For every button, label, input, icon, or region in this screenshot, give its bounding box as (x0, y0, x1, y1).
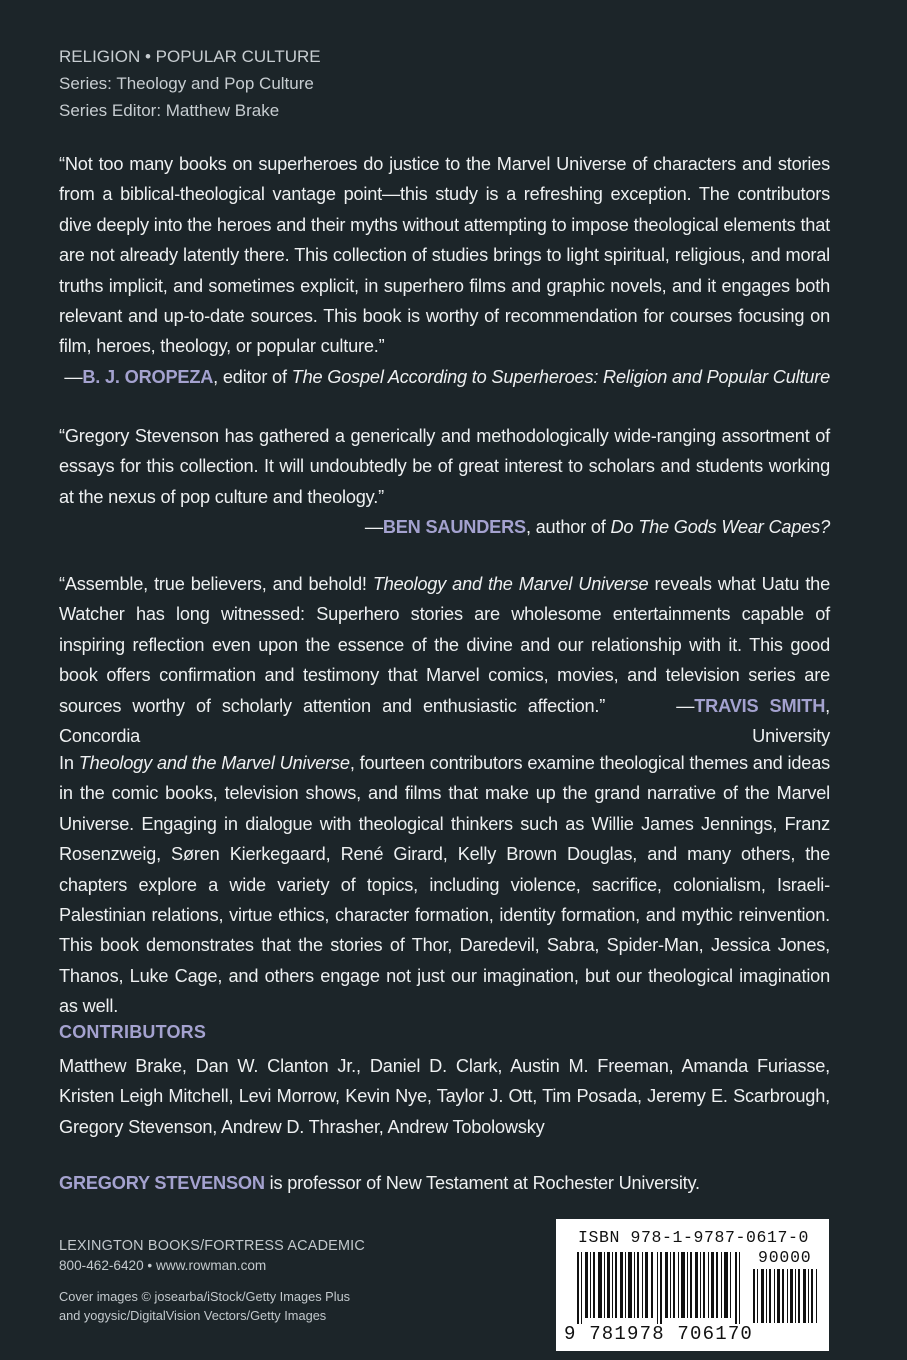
blurb-attribution: —B. J. OROPEZA, editor of The Gospel According to Superheroes: Religion and Popular Culture (64, 366, 830, 387)
blurb-smith (59, 569, 830, 751)
series-meta (59, 43, 321, 124)
blurb-author: B. J. OROPEZA (82, 366, 214, 387)
price-barcode-bars (751, 1269, 821, 1323)
ean-number: 9 781978 706170 (564, 1323, 754, 1345)
isbn-text: ISBN 978-1-9787-0617-0 (578, 1228, 810, 1247)
series-editor-line: Series Editor: Matthew Brake (59, 101, 280, 120)
barcode-bars (573, 1250, 748, 1324)
series-line: Series: Theology and Pop Culture (59, 74, 314, 93)
blurb-work-title: The Gospel According to Superheroes: Religion and Popular Culture (291, 366, 830, 387)
bio-name: GREGORY STEVENSON (59, 1173, 265, 1193)
contributors-heading: CONTRIBUTORS (59, 1022, 207, 1042)
blurb-work-title: Do The Gods Wear Capes? (610, 517, 830, 538)
publisher-name: LEXINGTON BOOKS/FORTRESS ACADEMIC (59, 1238, 365, 1254)
blurb-author: TRAVIS SMITH (694, 695, 826, 716)
barcode-panel (556, 1219, 829, 1351)
blurb-oropeza (59, 149, 830, 392)
book-title: Theology and the Marvel Universe (372, 574, 649, 594)
category-line: RELIGION • POPULAR CULTURE (59, 47, 321, 66)
blurb-author: BEN SAUNDERS (382, 517, 526, 538)
contributors-list: Matthew Brake, Dan W. Clanton Jr., Daniel D. Clark, Austin M. Freeman, Amanda Furiasse, Kristen Leigh Mitchell, Levi Morrow, Kevin Nye, Taylor J. Ott, Tim Posada, Jeremy E. Scarbrough, Gregory Stevenson, Andrew D. Thrasher, Andrew Tobolowsky (59, 1056, 830, 1137)
cover-credits-line1: Cover images © josearba/iStock/Getty Images Plus (59, 1289, 351, 1304)
book-title: Theology and the Marvel Universe (78, 753, 350, 773)
blurb-quote: “Gregory Stevenson has gathered a generically and methodologically wide-ranging assortment of essays for this collection. It will undoubtedly be of great interest to scholars and students working at the nexus of pop culture and theology.” (59, 426, 830, 507)
blurb-quote: “Assemble, true believers, and behold! Theology and the Marvel Universe reveals what Uatu the Watcher has long witnessed: Superhero stories are wholesome entertainments capable of inspiring reflection even upon the essence of the divine and our relationship with it. This good book offers confirmation and testimony that Marvel comics, movies, and television series are sources worthy of scholarly attention and enthusiastic affection.” —TRAVIS SMITH, Concordia University (59, 574, 830, 747)
author-bio: GREGORY STEVENSON is professor of New Testament at Rochester University. (59, 1173, 700, 1193)
book-description: In Theology and the Marvel Universe, fourteen contributors examine theological themes and ideas in the comic books, television shows, and films that make up the grand narrative of the Marvel Universe. Engaging in dialogue with theological thinkers such as Willie James Jennings, Franz Rosenzweig, Søren Kierkegaard, René Girard, Kelly Brown Douglas, and many others, the chapters explore a wide variety of topics, including violence, sacrifice, colonialism, Israeli-Palestinian relations, virtue ethics, character formation, identity formation, and mythic reinvention. This book demonstrates that the stories of Thor, Daredevil, Sabra, Spider-Man, Jessica Jones, Thanos, Luke Cage, and others engage not just our imagination, but our theological imagination as well. (59, 753, 831, 1017)
cover-credits-line2: and yogysic/DigitalVision Vectors/Getty Images (59, 1308, 327, 1323)
price-code: 90000 (758, 1248, 812, 1267)
blurb-saunders (59, 421, 830, 543)
blurb-quote: “Not too many books on superheroes do justice to the Marvel Universe of characters and stories from a biblical-theological vantage point—this study is a refreshing exception. The contributors dive deeply into the heroes and their myths without attempting to impose theological elements that are not already latently there. This collection of studies brings to light spiritual, religious, and moral truths implicit, and sometimes explicit, in superhero films and graphic novels, and it engages both relevant and up-to-date sources. This book is worthy of recommendation for courses focusing on film, heroes, theology, or popular culture.” (59, 154, 830, 357)
blurb-attribution: —BEN SAUNDERS, author of Do The Gods Wear Capes? (364, 517, 830, 538)
publisher-contact: 800-462-6420 • www.rowman.com (59, 1258, 267, 1273)
